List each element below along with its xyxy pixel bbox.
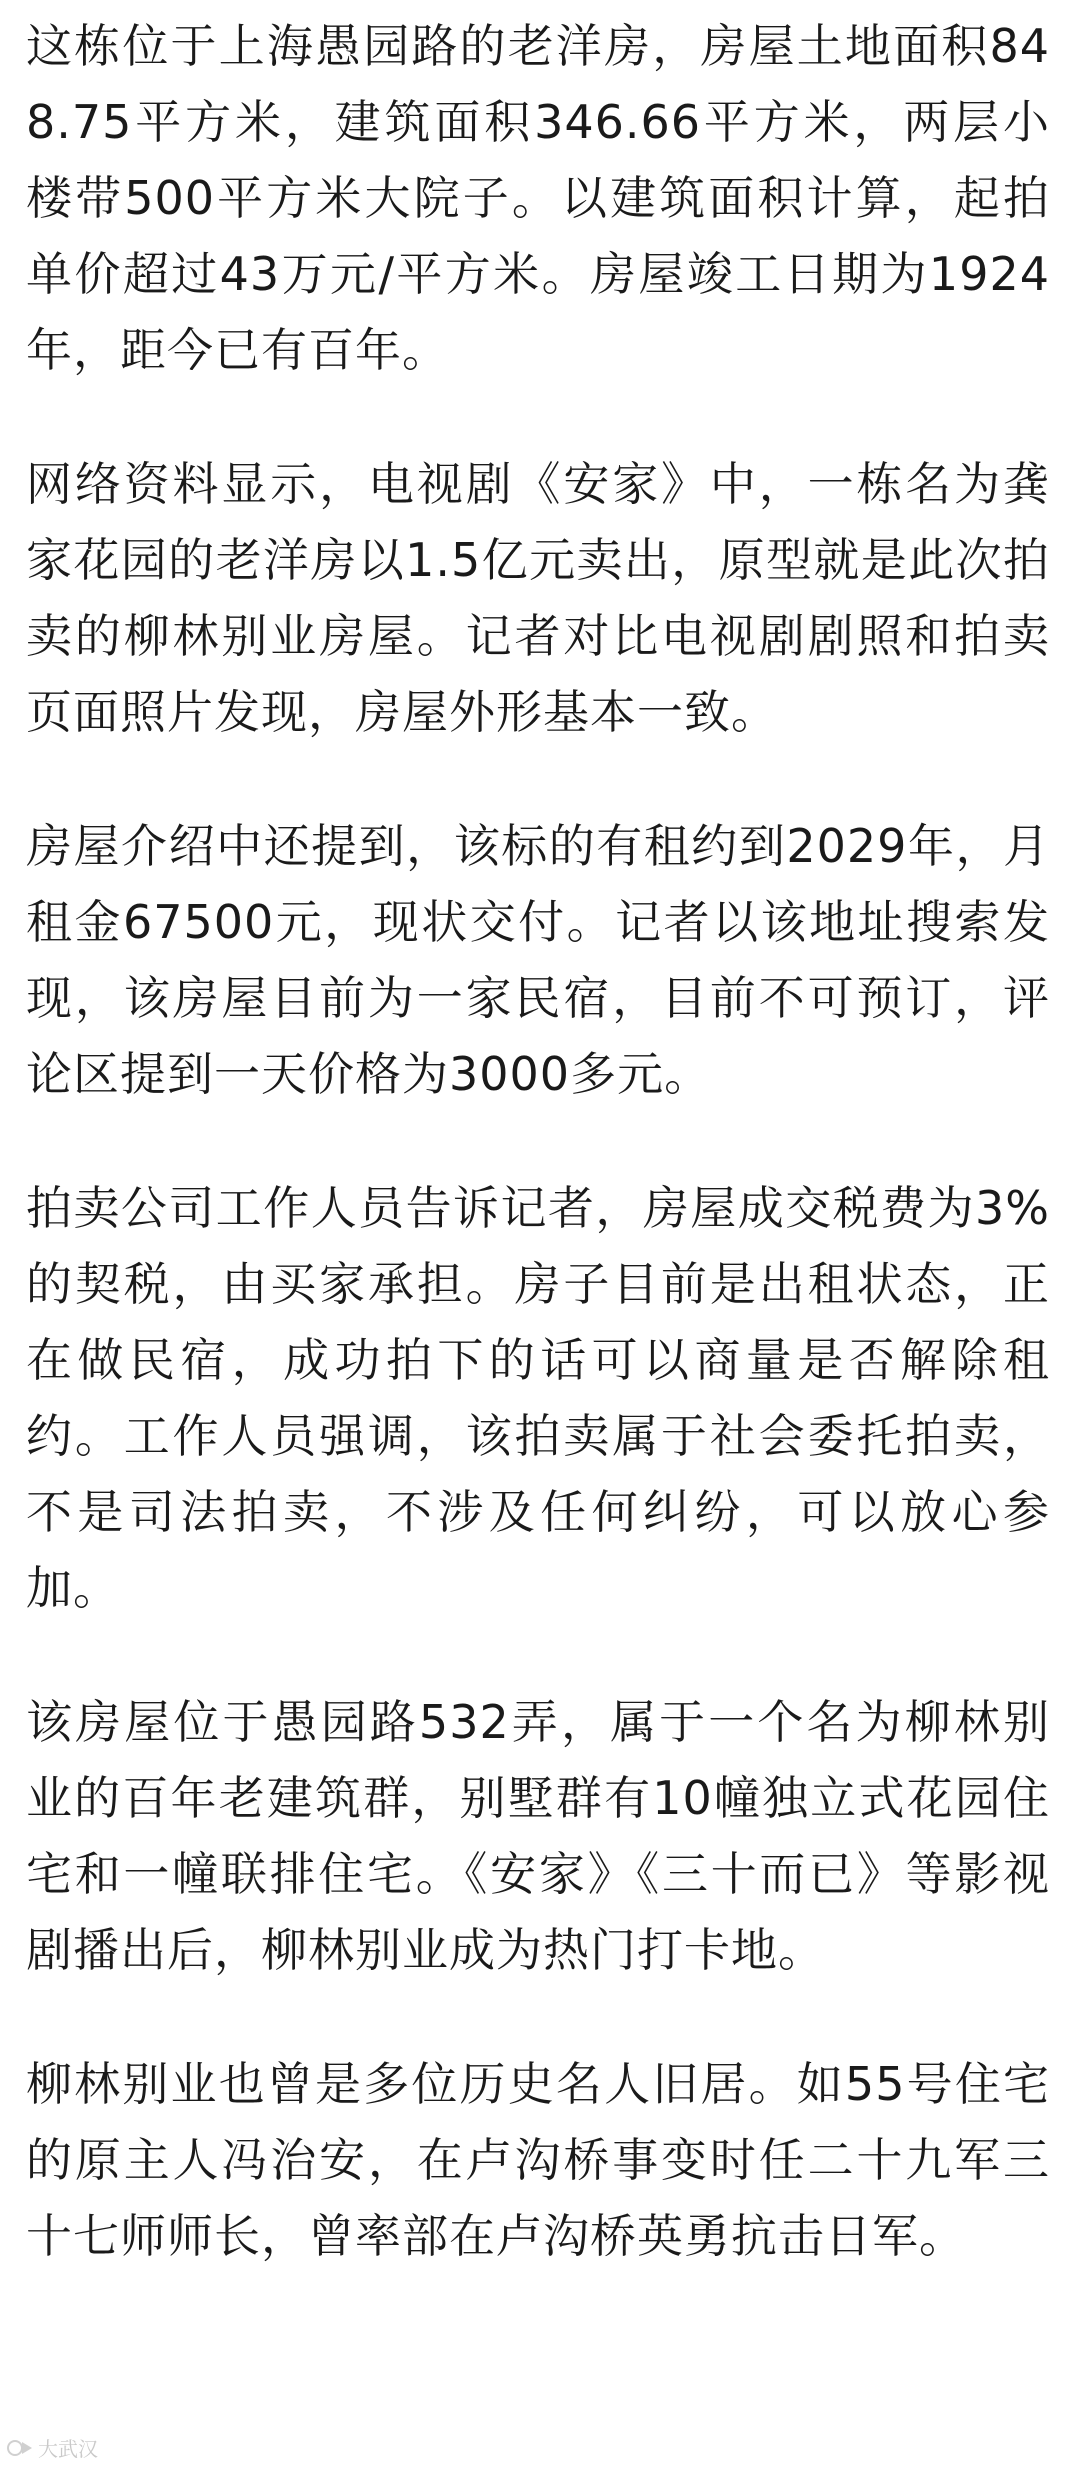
article-paragraph-1: 这栋位于上海愚园路的老洋房，房屋土地面积848.75平方米，建筑面积346.66平方米，两层小楼带500平方米大院子。以建筑面积计算，起拍单价超过43万元/平方米。房屋竣工日期为1924年，距今已有百年。 [26,19,1050,377]
paragraph-spacer [26,1112,1050,1170]
watermark-logo-icon [6,2438,34,2458]
paragraph-spacer [26,1626,1050,1684]
paragraph-spacer [26,388,1050,446]
article-paragraph-2: 网络资料显示，电视剧《安家》中，一栋名为龚家花园的老洋房以1.5亿元卖出，原型就是此次拍卖的柳林别业房屋。记者对比电视剧剧照和拍卖页面照片发现，房屋外形基本一致。 [26,457,1050,739]
article-paragraph-5: 该房屋位于愚园路532弄，属于一个名为柳林别业的百年老建筑群，别墅群有10幢独立式花园住宅和一幢联排住宅。《安家》《三十而已》等影视剧播出后，柳林别业成为热门打卡地。 [26,1695,1050,1977]
paragraph-spacer [26,1988,1050,2046]
watermark-text: 大武汉 [38,2437,98,2461]
article-paragraph-6: 柳林别业也曾是多位历史名人旧居。如55号住宅的原主人冯治安，在卢沟桥事变时任二十九军三十七师师长，曾率部在卢沟桥英勇抗击日军。 [26,2057,1050,2263]
watermark [6,2433,98,2462]
article-paragraph-3: 房屋介绍中还提到，该标的有租约到2029年，月租金67500元，现状交付。记者以该地址搜索发现，该房屋目前为一家民宿，目前不可预订，评论区提到一天价格为3000多元。 [26,819,1050,1101]
paragraph-spacer [26,750,1050,808]
article-paragraph-4: 拍卖公司工作人员告诉记者，房屋成交税费为3%的契税，由买家承担。房子目前是出租状态，正在做民宿，成功拍下的话可以商量是否解除租约。工作人员强调，该拍卖属于社会委托拍卖，不是司法拍卖，不涉及任何纠纷，可以放心参加。 [26,1181,1050,1615]
